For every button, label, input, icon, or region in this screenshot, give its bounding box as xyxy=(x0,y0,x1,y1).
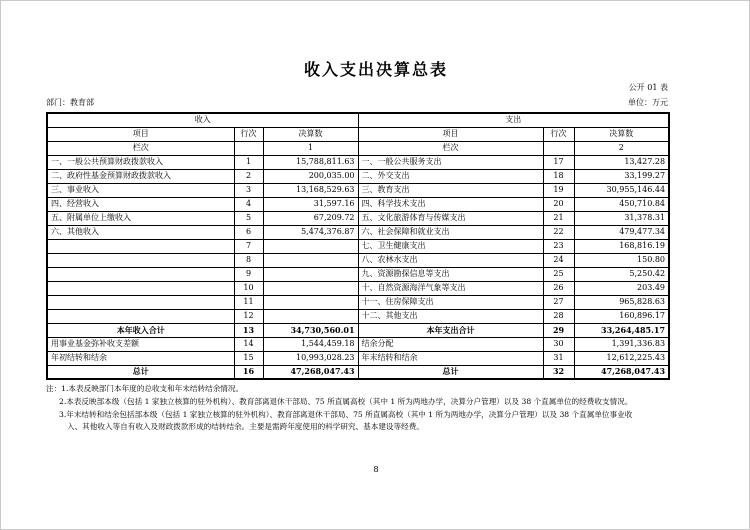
expense-amount-cell: 479,477.34 xyxy=(574,225,669,239)
expense-item-cell: 一、一般公共服务支出 xyxy=(358,155,543,169)
expense-item-cell: 总计 xyxy=(358,365,543,379)
expense-amount-cell: 150.80 xyxy=(574,253,669,267)
income-item-header: 项目 xyxy=(47,127,234,141)
income-amount-cell xyxy=(263,239,358,253)
expense-amount-cell: 33,199.27 xyxy=(574,169,669,183)
income-amount-cell: 10,993,028.23 xyxy=(263,351,358,365)
expense-amount-cell: 47,268,047.43 xyxy=(574,365,669,379)
expense-item-cell: 八、农林水支出 xyxy=(358,253,543,267)
expense-item-cell: 七、卫生健康支出 xyxy=(358,239,543,253)
income-rowno-cell: 11 xyxy=(234,295,263,309)
footnotes xyxy=(46,383,714,434)
income-rowno-cell: 13 xyxy=(234,323,263,337)
income-amount-cell xyxy=(263,253,358,267)
income-item-cell xyxy=(47,295,234,309)
expense-item-cell: 九、资源勘探信息等支出 xyxy=(358,267,543,281)
meta-line xyxy=(46,97,668,108)
footnote-line: 2.本表反映部本级（包括 1 家独立核算的驻外机构）、教育部离退休干部局、75 所直属高校（其中 1 所为两地办学，决算分户管理）以及 38 个直属单位的经费收支情况。 xyxy=(59,396,633,406)
grand-total-row xyxy=(47,365,669,379)
income-section-header: 收入 xyxy=(47,113,358,127)
income-rowno-cell: 4 xyxy=(234,197,263,211)
income-item-cell: 本年收入合计 xyxy=(47,323,234,337)
income-amount-cell: 13,168,529.63 xyxy=(263,183,358,197)
expense-rowno-cell: 22 xyxy=(543,225,574,239)
expense-item-header: 项目 xyxy=(358,127,543,141)
expense-amount-cell: 12,612,225.43 xyxy=(574,351,669,365)
table-row xyxy=(47,267,669,281)
income-rowno-cell: 5 xyxy=(234,211,263,225)
table-row xyxy=(47,225,669,239)
expense-item-cell: 结余分配 xyxy=(358,337,543,351)
income-index-label: 栏次 xyxy=(47,141,234,155)
income-rowno-cell: 10 xyxy=(234,281,263,295)
expense-amount-cell: 13,427.28 xyxy=(574,155,669,169)
budget-summary-table xyxy=(46,112,670,380)
income-amount-cell xyxy=(263,267,358,281)
income-item-cell xyxy=(47,239,234,253)
expense-rowno-cell: 17 xyxy=(543,155,574,169)
expense-rowno-cell: 26 xyxy=(543,281,574,295)
table-row xyxy=(47,183,669,197)
expense-index-blank xyxy=(543,141,574,155)
income-item-cell: 年初结转和结余 xyxy=(47,351,234,365)
unit-label: 单位：万元 xyxy=(628,98,668,107)
income-index-number: 1 xyxy=(263,141,358,155)
income-rowno-cell: 3 xyxy=(234,183,263,197)
income-item-cell: 一、一般公共预算财政拨款收入 xyxy=(47,155,234,169)
column-header-row xyxy=(47,127,669,141)
expense-rowno-cell: 19 xyxy=(543,183,574,197)
income-amount-cell xyxy=(263,281,358,295)
expense-item-cell: 年末结转和结余 xyxy=(358,351,543,365)
table-row xyxy=(47,295,669,309)
expense-rowno-cell: 29 xyxy=(543,323,574,337)
income-amount-cell: 1,544,459.18 xyxy=(263,337,358,351)
expense-amount-cell: 203.49 xyxy=(574,281,669,295)
section-header-row xyxy=(47,113,669,127)
income-item-cell xyxy=(47,253,234,267)
expense-rowno-header: 行次 xyxy=(543,127,574,141)
income-item-cell xyxy=(47,281,234,295)
income-amount-cell: 67,209.72 xyxy=(263,211,358,225)
expense-rowno-cell: 32 xyxy=(543,365,574,379)
income-index-blank xyxy=(234,141,263,155)
expense-rowno-cell: 24 xyxy=(543,253,574,267)
page-number: 8 xyxy=(373,465,379,474)
expense-rowno-cell: 27 xyxy=(543,295,574,309)
income-item-cell: 三、事业收入 xyxy=(47,183,234,197)
table-row xyxy=(47,211,669,225)
income-item-cell: 用事业基金弥补收支差额 xyxy=(47,337,234,351)
expense-amount-cell: 30,955,146.44 xyxy=(574,183,669,197)
income-rowno-cell: 15 xyxy=(234,351,263,365)
expense-amount-cell: 31,378.31 xyxy=(574,211,669,225)
table-row xyxy=(47,197,669,211)
income-amount-cell: 34,730,560.01 xyxy=(263,323,358,337)
income-item-cell xyxy=(47,309,234,323)
expense-amount-cell: 160,896.17 xyxy=(574,309,669,323)
income-item-cell: 二、政府性基金预算财政拨款收入 xyxy=(47,169,234,183)
expense-item-cell: 二、外交支出 xyxy=(358,169,543,183)
income-rowno-cell: 8 xyxy=(234,253,263,267)
income-amount-cell: 15,788,811.63 xyxy=(263,155,358,169)
income-amount-cell: 200,035.00 xyxy=(263,169,358,183)
expense-amount-cell: 33,264,485.17 xyxy=(574,323,669,337)
table-row xyxy=(47,351,669,365)
income-rowno-cell: 6 xyxy=(234,225,263,239)
income-rowno-header: 行次 xyxy=(234,127,263,141)
table-row xyxy=(47,337,669,351)
expense-amount-cell: 168,816.19 xyxy=(574,239,669,253)
expense-amount-cell: 965,828.63 xyxy=(574,295,669,309)
income-amount-cell xyxy=(263,309,358,323)
footnote-line: 3.年末结转和结余包括部本级（包括 1 家独立核算的驻外机构）、教育部离退休干部局、75 所直属高校（其中 1 所为两地办学，决算分户管理）以及 38 个直属单位事业收 xyxy=(59,409,633,419)
column-index-row xyxy=(47,141,669,155)
table-row xyxy=(47,169,669,183)
income-rowno-cell: 16 xyxy=(234,365,263,379)
department-label: 部门：教育部 xyxy=(46,98,94,107)
expense-section-header: 支出 xyxy=(358,113,669,127)
income-item-cell: 六、其他收入 xyxy=(47,225,234,239)
expense-item-cell: 三、教育支出 xyxy=(358,183,543,197)
income-item-cell: 四、经营收入 xyxy=(47,197,234,211)
expense-item-cell: 十二、其他支出 xyxy=(358,309,543,323)
income-rowno-cell: 2 xyxy=(234,169,263,183)
income-rowno-cell: 1 xyxy=(234,155,263,169)
table-row xyxy=(47,253,669,267)
income-amount-cell: 31,597.16 xyxy=(263,197,358,211)
expense-index-label: 栏次 xyxy=(358,141,543,155)
income-amount-cell: 47,268,047.43 xyxy=(263,365,358,379)
expense-rowno-cell: 21 xyxy=(543,211,574,225)
income-amount-cell: 5,474,376.87 xyxy=(263,225,358,239)
footnote-line: 入、其他收入等自有收入及财政拨款形成的结转结余。主要是需跨年度使用的科学研究、基本建设等经费。 xyxy=(67,422,424,432)
income-rowno-cell: 9 xyxy=(234,267,263,281)
expense-item-cell: 四、科学技术支出 xyxy=(358,197,543,211)
income-item-cell: 五、附属单位上缴收入 xyxy=(47,211,234,225)
table-row xyxy=(47,281,669,295)
expense-amount-cell: 5,250.42 xyxy=(574,267,669,281)
expense-item-cell: 十、自然资源海洋气象等支出 xyxy=(358,281,543,295)
expense-item-cell: 本年支出合计 xyxy=(358,323,543,337)
income-item-cell xyxy=(47,267,234,281)
income-amount-cell xyxy=(263,295,358,309)
expense-index-number: 2 xyxy=(574,141,669,155)
expense-amount-cell: 450,710.84 xyxy=(574,197,669,211)
income-amount-header: 决算数 xyxy=(263,127,358,141)
income-rowno-cell: 14 xyxy=(234,337,263,351)
expense-rowno-cell: 30 xyxy=(543,337,574,351)
expense-rowno-cell: 20 xyxy=(543,197,574,211)
expense-rowno-cell: 18 xyxy=(543,169,574,183)
income-rowno-cell: 7 xyxy=(234,239,263,253)
expense-amount-header: 决算数 xyxy=(574,127,669,141)
income-rowno-cell: 12 xyxy=(234,309,263,323)
table-row xyxy=(47,309,669,323)
expense-rowno-cell: 25 xyxy=(543,267,574,281)
income-item-cell: 总计 xyxy=(47,365,234,379)
expense-item-cell: 五、文化旅游体育与传媒支出 xyxy=(358,211,543,225)
expense-item-cell: 十一、住房保障支出 xyxy=(358,295,543,309)
expense-rowno-cell: 23 xyxy=(543,239,574,253)
annual-total-row xyxy=(47,323,669,337)
footnote-line: 注：1.本表反映部门本年度的总收支和年末结转结余情况。 xyxy=(46,384,244,393)
table-code-label: 公开 01 表 xyxy=(628,83,668,92)
expense-item-cell: 六、社会保障和就业支出 xyxy=(358,225,543,239)
page-title: 收入支出决算总表 xyxy=(303,60,448,79)
expense-rowno-cell: 28 xyxy=(543,309,574,323)
expense-amount-cell: 1,391,336.83 xyxy=(574,337,669,351)
table-row xyxy=(47,155,669,169)
table-row xyxy=(47,239,669,253)
expense-rowno-cell: 31 xyxy=(543,351,574,365)
